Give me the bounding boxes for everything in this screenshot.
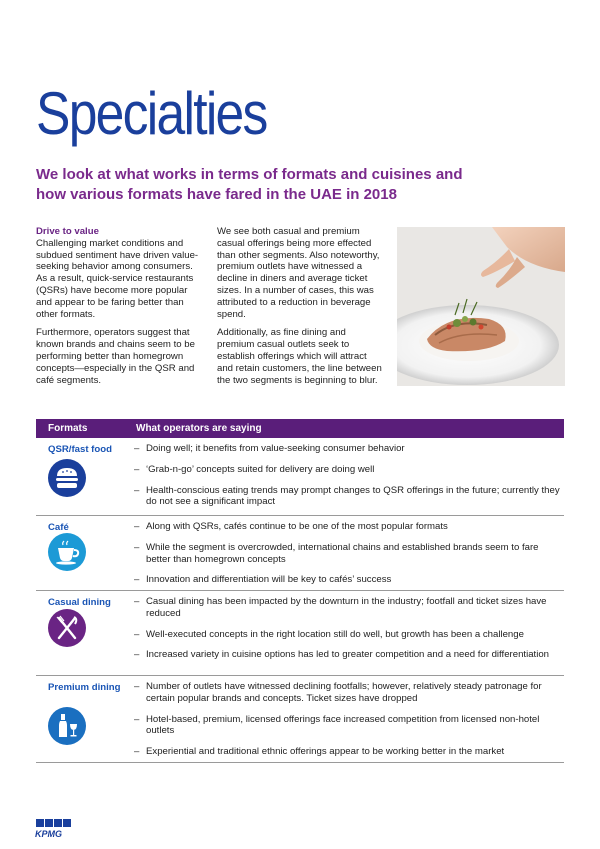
chef-plating-illustration bbox=[397, 227, 565, 386]
page-subtitle: We look at what works in terms of formats and cuisines and how various formats have fared in the UAE in 2018 bbox=[36, 166, 463, 203]
kpmg-logo bbox=[34, 818, 76, 838]
svg-text:KPMG: KPMG bbox=[35, 829, 62, 838]
list-item: – Hotel-based, premium, licensed offerings face increased competition from licensed non-hotel outlets bbox=[134, 713, 540, 737]
header-formats: Formats bbox=[48, 423, 88, 434]
list-item: – While the segment is overcrowded, international chains and established brands seem to fare better than homegrown concepts bbox=[134, 541, 539, 565]
intro-paragraph: Additionally, as fine dining and premium casual outlets seek to establish offerings which will attract and retain customers, the line between the two segments is beginning to blur. bbox=[217, 327, 382, 386]
table-row-cafe bbox=[36, 516, 564, 591]
row-label: Casual dining bbox=[48, 597, 111, 608]
page-title: Specialties bbox=[36, 80, 267, 147]
wine-bottle-icon bbox=[48, 707, 86, 745]
list-item: – Well-executed concepts in the right location still do well, but growth has been a challenge bbox=[134, 628, 524, 640]
formats-table bbox=[36, 419, 564, 763]
list-item: – ‘Grab-n-go’ concepts suited for delivery are doing well bbox=[134, 463, 375, 475]
list-item: – Doing well; it benefits from value-seeking consumer behavior bbox=[134, 443, 405, 454]
list-item: – Innovation and differentiation will be key to cafés’ success bbox=[134, 574, 392, 586]
intro-paragraph: Challenging market conditions and subdued sentiment have driven value-seeking behavior among consumers. As a result, quick-service restaurants (QSRs) have become more popular and appear to be faring better than other formats. bbox=[36, 237, 199, 320]
table-row-casual-dining bbox=[36, 591, 564, 676]
intro-paragraph: Furthermore, operators suggest that known brands and chains seem to be performing better than homegrown concepts—especially in the QSR and café segments. bbox=[36, 327, 195, 386]
table-row-qsr bbox=[36, 438, 564, 516]
list-item: – Experiential and traditional ethnic offerings appear to be working better in the market bbox=[134, 746, 505, 758]
list-item: – Increased variety in cuisine options has led to greater competition and a need for differentiation bbox=[134, 649, 550, 661]
intro-column-left bbox=[36, 226, 204, 393]
fork-knife-icon bbox=[48, 609, 86, 647]
intro-paragraph: We see both casual and premium casual offerings being more effected than other segments. Also noteworthy, premium outlets have witnessed a decline in diners and average ticket sizes. In a number of cases, this was attributed to a reduction in beverage spend. bbox=[217, 226, 380, 320]
list-item: – Casual dining has been impacted by the downturn in the industry; footfall and ticket sizes have reduced bbox=[134, 596, 547, 619]
burger-icon bbox=[48, 459, 86, 497]
coffee-cup-icon bbox=[48, 533, 86, 571]
section-heading-drive-to-value: Drive to value bbox=[36, 226, 99, 237]
row-label: Café bbox=[48, 522, 69, 533]
row-label: Premium dining bbox=[48, 682, 121, 693]
chef-plating-photo bbox=[397, 227, 565, 386]
list-item: – Along with QSRs, cafés continue to be one of the most popular formats bbox=[134, 521, 448, 532]
list-item: – Number of outlets have witnessed declining footfalls; however, relatively steady patronage for certain popular brands and concepts. Ticket sizes have dropped bbox=[134, 681, 542, 704]
intro-column-middle bbox=[217, 226, 385, 393]
table-header bbox=[36, 419, 564, 438]
header-what-operators-are-saying: What operators are saying bbox=[136, 423, 262, 434]
table-row-premium-dining bbox=[36, 676, 564, 763]
row-label: QSR/fast food bbox=[48, 444, 112, 455]
list-item: – Health-conscious eating trends may prompt changes to QSR offerings in the future; currently they do not see a significant impact bbox=[134, 484, 560, 508]
